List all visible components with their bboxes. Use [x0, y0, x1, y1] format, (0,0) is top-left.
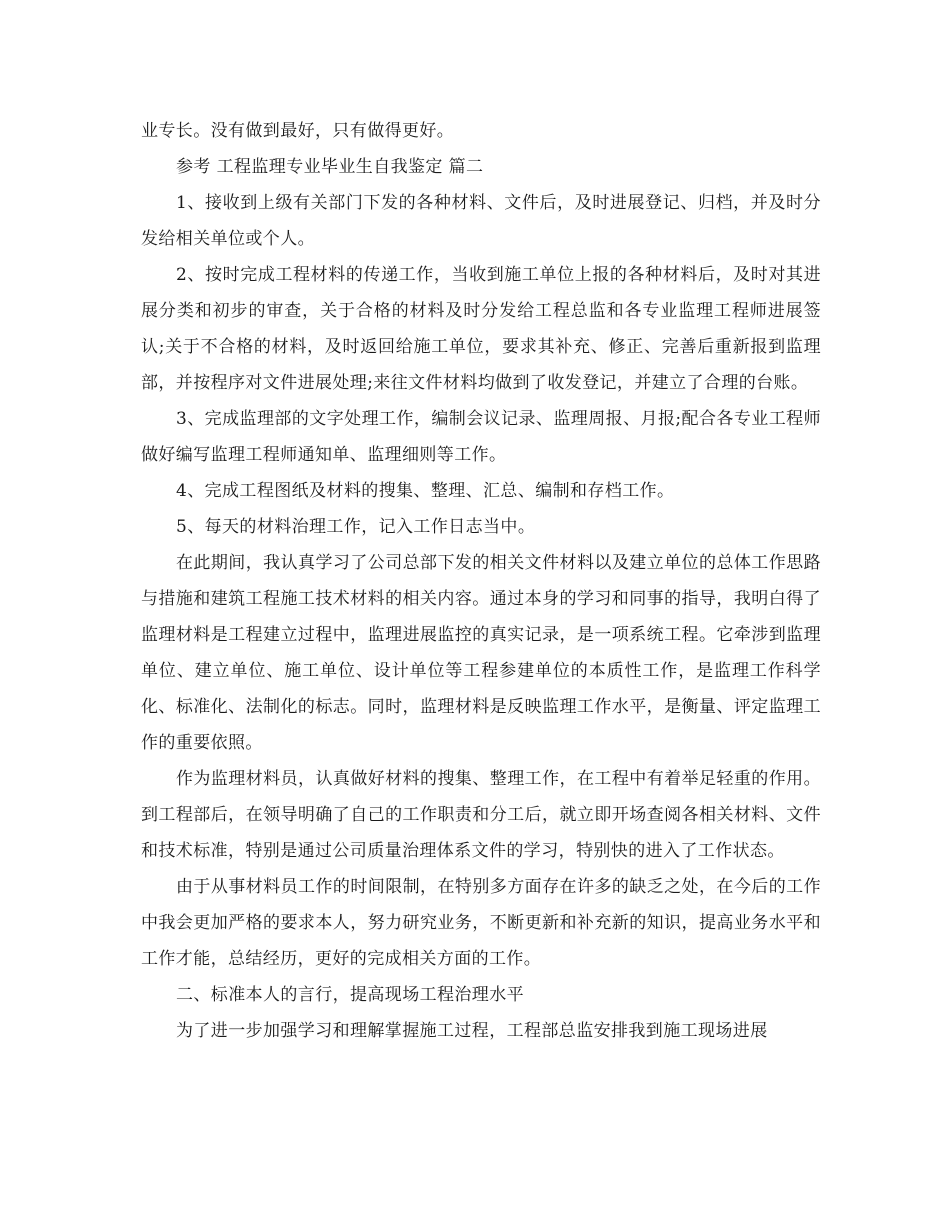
- paragraph-item-2: 2、按时完成工程材料的传递工作，当收到施工单位上报的各种材料后，及时对其进展分类和初步的审查，关于合格的材料及时分发给工程总监和各专业监理工程师进展签认;关于不合格的材料，及时返回给施工单位，要求其补充、修正、完善后重新报到监理部，并按程序对文件进展处理;来往文件材料均做到了收发登记，并建立了合理的台账。: [141, 265, 821, 393]
- paragraph-item-3: 3、完成监理部的文字处理工作，编制会议记录、监理周报、月报;配合各专业工程师做好编写监理工程师通知单、监理细则等工作。: [141, 409, 821, 465]
- paragraph-item-4: 4、完成工程图纸及材料的搜集、整理、汇总、编制和存档工作。: [176, 481, 675, 501]
- paragraph-site-work: 为了进一步加强学习和理解掌握施工过程，工程部总监安排我到施工现场进展: [176, 1021, 768, 1041]
- section-heading: 参考 工程监理专业毕业生自我鉴定 篇二: [176, 157, 484, 177]
- paragraph-role: 作为监理材料员，认真做好材料的搜集、整理工作，在工程中有着举足轻重的作用。到工程部后，在领导明确了自己的工作职责和分工后，就立即开场查阅各相关材料、文件和技术标准，特别是通过公司质量治理体系文件的学习，特别快的进入了工作状态。: [141, 769, 821, 861]
- paragraph-item-1: 1、接收到上级有关部门下发的各种材料、文件后，及时进展登记、归档，并及时分发给相关单位或个人。: [141, 193, 821, 249]
- paragraph-continuation: 业专长。没有做到最好，只有做得更好。: [141, 121, 455, 141]
- paragraph-item-5: 5、每天的材料治理工作，记入工作日志当中。: [176, 517, 536, 537]
- subsection-heading: 二、标准本人的言行，提高现场工程治理水平: [176, 985, 524, 1005]
- document-body: [141, 113, 821, 1049]
- paragraph-study: 在此期间，我认真学习了公司总部下发的相关文件材料以及建立单位的总体工作思路与措施和建筑工程施工技术材料的相关内容。通过本身的学习和同事的指导，我明白得了监理材料是工程建立过程中，监理进展监控的真实记录，是一项系统工程。它牵涉到监理单位、建立单位、施工单位、设计单位等工程参建单位的本质性工作，是监理工作科学化、标准化、法制化的标志。同时，监理材料是反映监理工作水平，是衡量、评定监理工作的重要依照。: [141, 553, 821, 753]
- paragraph-improvement: 由于从事材料员工作的时间限制，在特别多方面存在许多的缺乏之处，在今后的工作中我会更加严格的要求本人，努力研究业务，不断更新和补充新的知识，提高业务水平和工作才能，总结经历，更好的完成相关方面的工作。: [141, 877, 821, 969]
